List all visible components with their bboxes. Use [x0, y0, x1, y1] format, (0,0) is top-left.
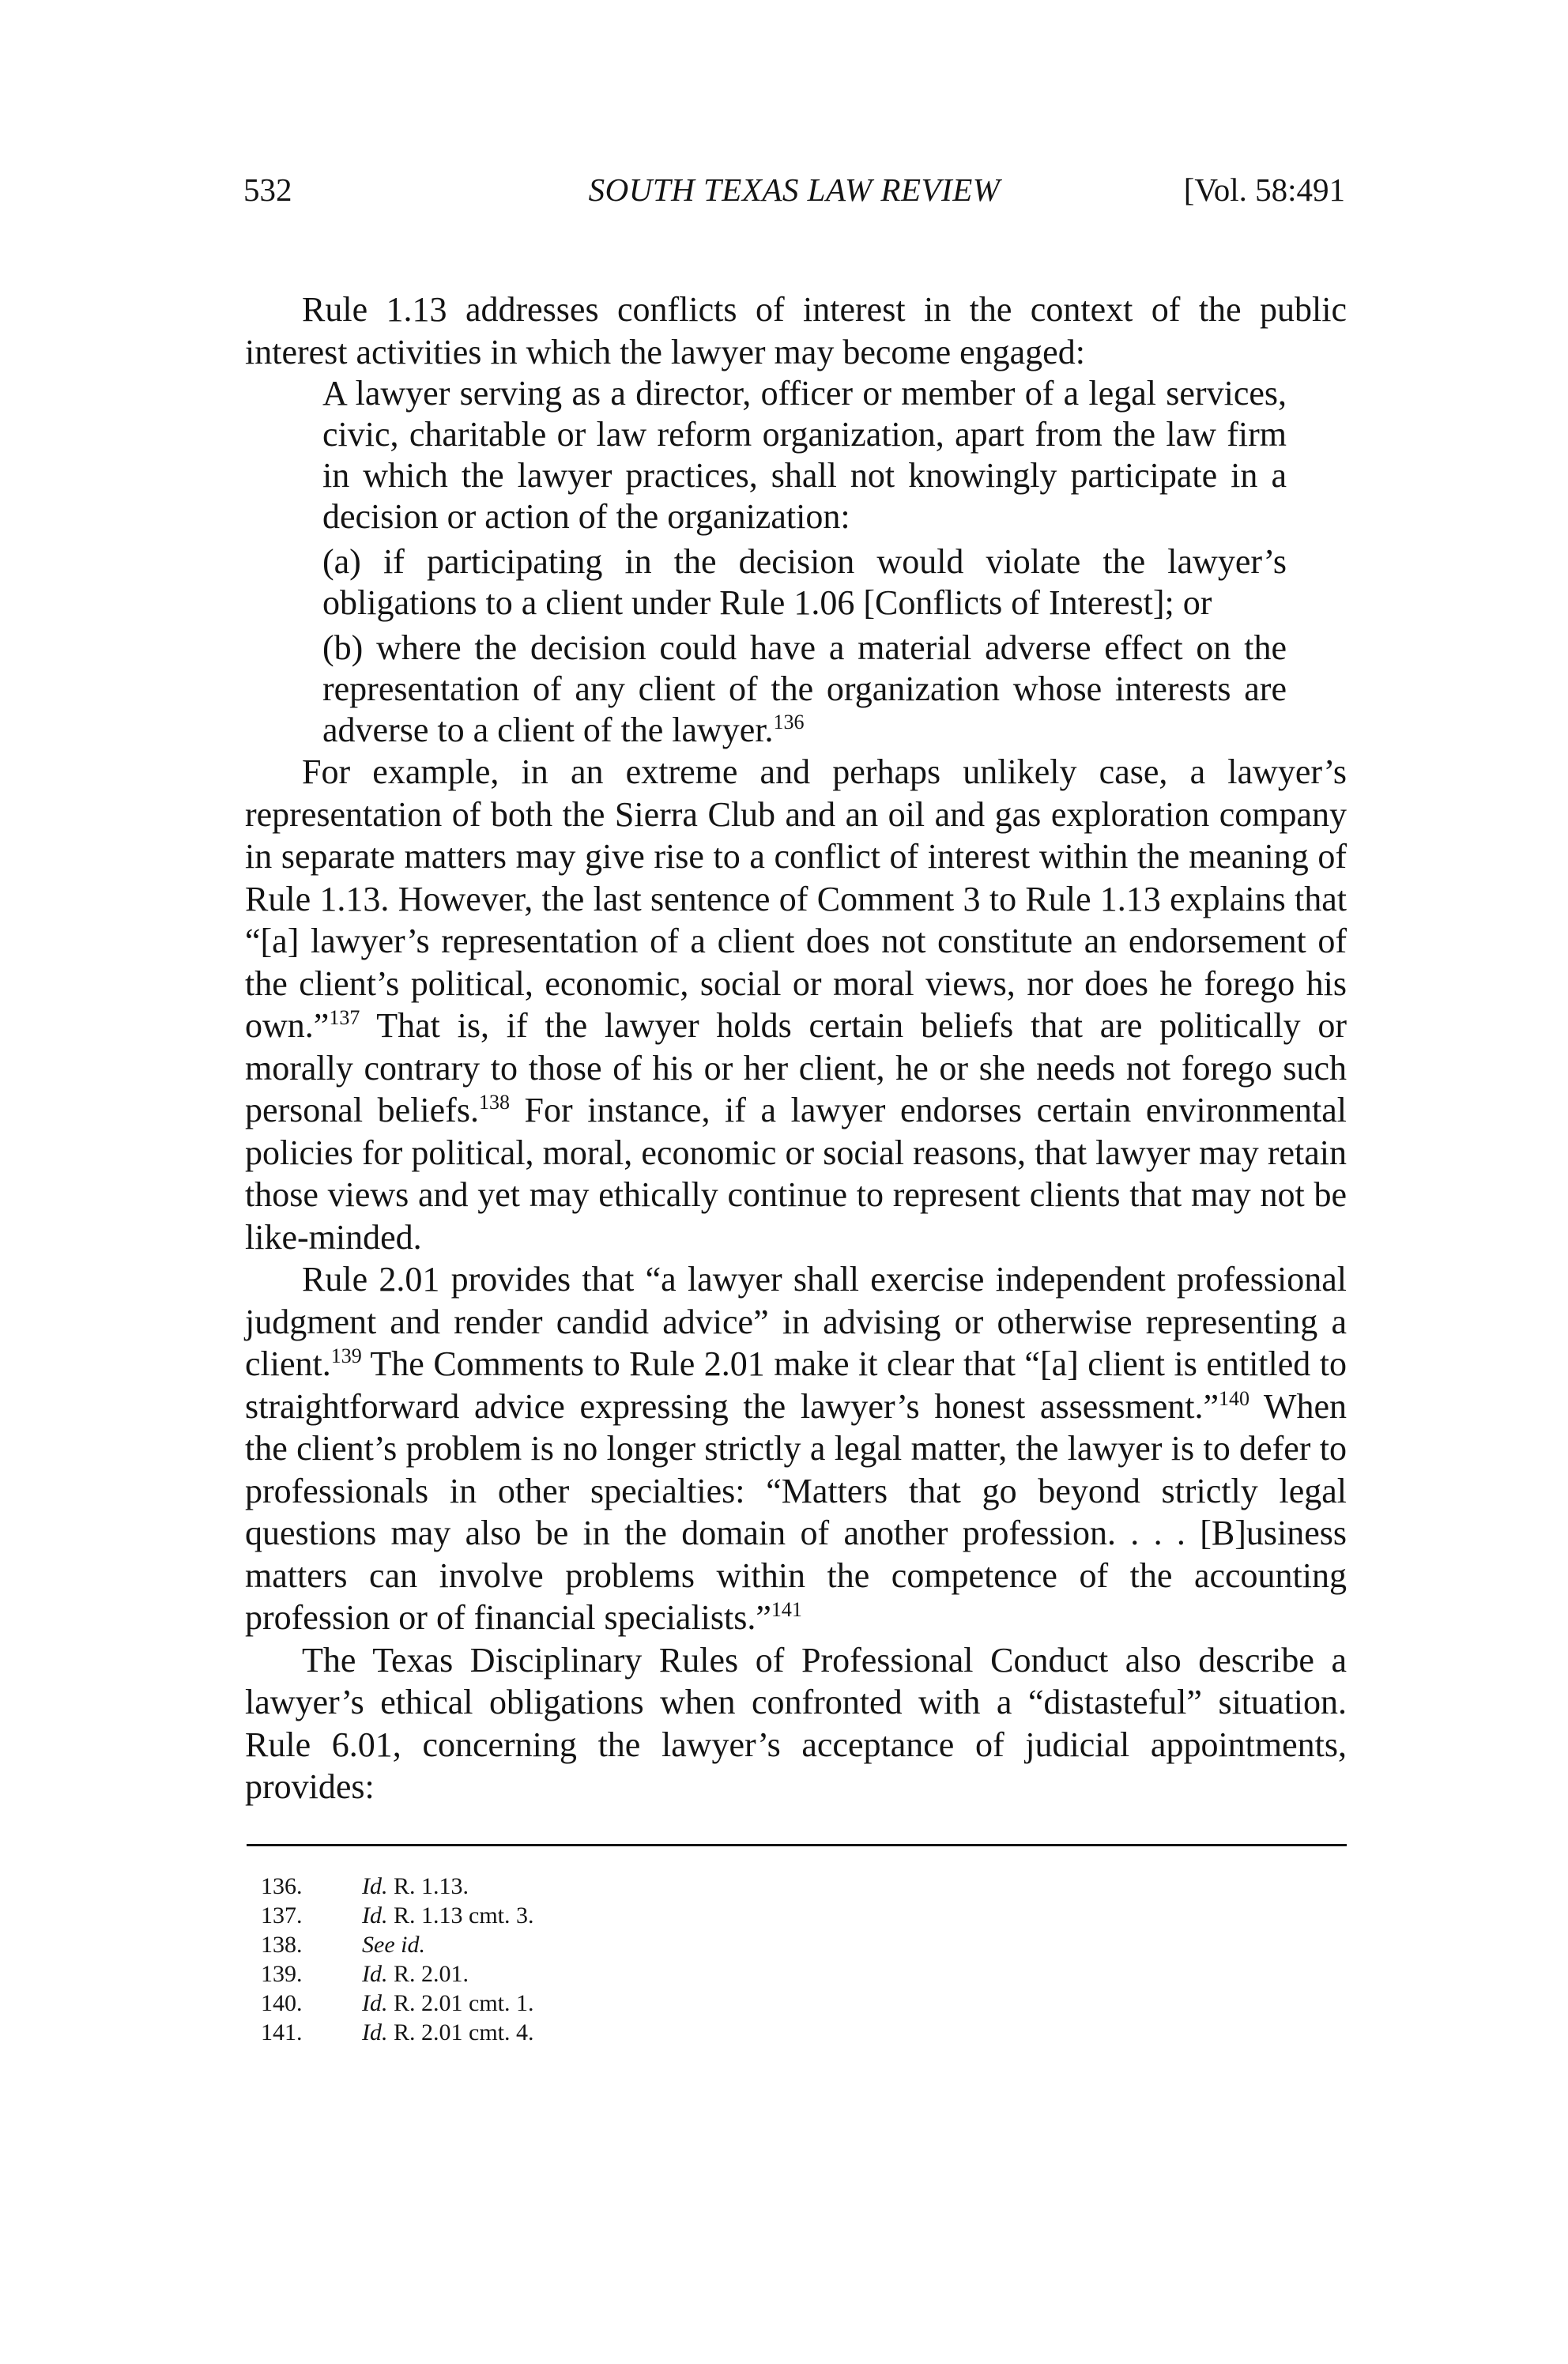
footnote-ref-137[interactable]: 137	[329, 1006, 360, 1029]
footnote-cite: Id.	[362, 1961, 388, 1987]
footnote-cite: Id.	[362, 2019, 388, 2045]
footnote-rest: R. 1.13 cmt. 3.	[387, 1902, 534, 1929]
paragraph-rule-2-01-part-3: When the client’s problem is no longer strictly a legal matter, the lawyer is to defer to professionals in other specialties: “Matters that go beyond strictly legal questions may also be in the domain of another profession. . . . [B]usiness matters can involve problems within the competence of the accounting profession or of financial specialists.”	[245, 1386, 1347, 1637]
footnote-text	[362, 1989, 534, 2018]
footnote-text	[362, 1959, 469, 1989]
footnote-item	[261, 1872, 534, 1901]
footnote-rest: R. 2.01.	[387, 1961, 469, 1987]
footnotes	[261, 1872, 534, 2047]
footnote-text	[362, 1901, 534, 1930]
footnote-cite: Id.	[362, 1873, 388, 1899]
footnote-divider	[247, 1844, 1347, 1846]
footnote-text	[362, 2018, 534, 2047]
paragraph-example-part-3: For instance, if a lawyer endorses certain environmental policies for political, moral, economic or social reasons, that lawyer may retain those views and yet may ethically continue to represent clients that may not be like-minded.	[245, 1091, 1347, 1257]
footnote-cite: Id.	[362, 1990, 388, 2016]
paragraph-rule-2-01-part-1: Rule 2.01 provides that “a lawyer shall exercise independent professional judgment and render candid advice” in advising or otherwise representing a client.	[245, 1260, 1347, 1383]
paragraph-rule-1-13-intro: Rule 1.13 addresses conflicts of interest in the context of the public interest activities in which the lawyer may become engaged:	[245, 290, 1347, 371]
paragraph-rule-2-01-part-2: The Comments to Rule 2.01 make it clear that “[a] client is entitled to straightforward advice expressing the lawyer’s honest assessment.”	[245, 1344, 1347, 1426]
article-body	[245, 288, 1347, 1808]
footnote-item	[261, 2018, 534, 2047]
journal-title: SOUTH TEXAS LAW REVIEW	[588, 172, 1001, 208]
footnote-ref-140[interactable]: 140	[1219, 1386, 1250, 1410]
paragraph-example-part-1: For example, in an extreme and perhaps unlikely case, a lawyer’s representation of both the Sierra Club and an oil and gas exploration company in separate matters may give rise to a conflict of interest within the meaning of Rule 1.13. However, the last sentence of Comment 3 to Rule 1.13 explains that “[a] lawyer’s representation of a client does not constitute an endorsement of the client’s political, economic, social or moral views, nor does he forego his own.”	[245, 752, 1347, 1045]
footnote-ref-141[interactable]: 141	[771, 1598, 802, 1621]
footnote-text	[362, 1930, 425, 1959]
block-quote-intro: A lawyer serving as a director, officer or member of a legal services, civic, charitable or law reform organization, apart from the law firm in which the lawyer practices, shall not knowingly participate in a decision or action of the organization:	[322, 374, 1287, 536]
page-number: 532	[243, 172, 292, 208]
block-quote-item-b	[322, 628, 1287, 751]
footnote-rest: R. 2.01 cmt. 1.	[387, 1990, 534, 2016]
footnote-number: 141.	[261, 2019, 303, 2045]
footnote-ref-136[interactable]: 136	[773, 711, 805, 733]
footnote-rest: R. 1.13.	[387, 1873, 469, 1899]
paragraph-example-part-2: That is, if the lawyer holds certain beliefs that are politically or morally contrary to those of his or her client, he or she needs not forego such personal beliefs.	[245, 1006, 1347, 1129]
footnote-number: 137.	[261, 1902, 303, 1929]
footnote-cite: Id.	[362, 1902, 388, 1929]
paragraph-example	[245, 751, 1347, 1258]
paragraph-rule-6-01: The Texas Disciplinary Rules of Professional Conduct also describe a lawyer’s ethical obligations when confronted with a “distasteful” situation. Rule 6.01, concerning the lawyer’s acceptance of judicial appointments, provides:	[245, 1640, 1347, 1806]
running-header	[243, 166, 1345, 213]
footnote-text	[362, 1872, 469, 1901]
footnote-rest: R. 2.01 cmt. 4.	[387, 2019, 534, 2045]
paragraph-rule-2-01	[245, 1258, 1347, 1639]
quote-b-text: (b) where the decision could have a material adverse effect on the representation of any client of the organization whose interests are adverse to a client of the lawyer.	[322, 628, 1287, 749]
footnote-number: 139.	[261, 1961, 303, 1987]
footnote-number: 140.	[261, 1990, 303, 2016]
footnote-ref-138[interactable]: 138	[478, 1091, 510, 1114]
footnote-number: 136.	[261, 1873, 303, 1899]
footnote-item	[261, 1901, 534, 1930]
footnote-item	[261, 1930, 534, 1959]
footnote-cite: See id.	[362, 1932, 425, 1958]
footnote-item	[261, 1989, 534, 2018]
footnote-number: 138.	[261, 1932, 303, 1958]
footnote-item	[261, 1959, 534, 1989]
block-quote-item-a: (a) if participating in the decision would violate the lawyer’s obligations to a client under Rule 1.06 [Conflicts of Interest]; or	[322, 542, 1287, 622]
footnote-ref-139[interactable]: 139	[330, 1344, 362, 1367]
volume-citation: [Vol. 58:491	[1183, 172, 1345, 208]
